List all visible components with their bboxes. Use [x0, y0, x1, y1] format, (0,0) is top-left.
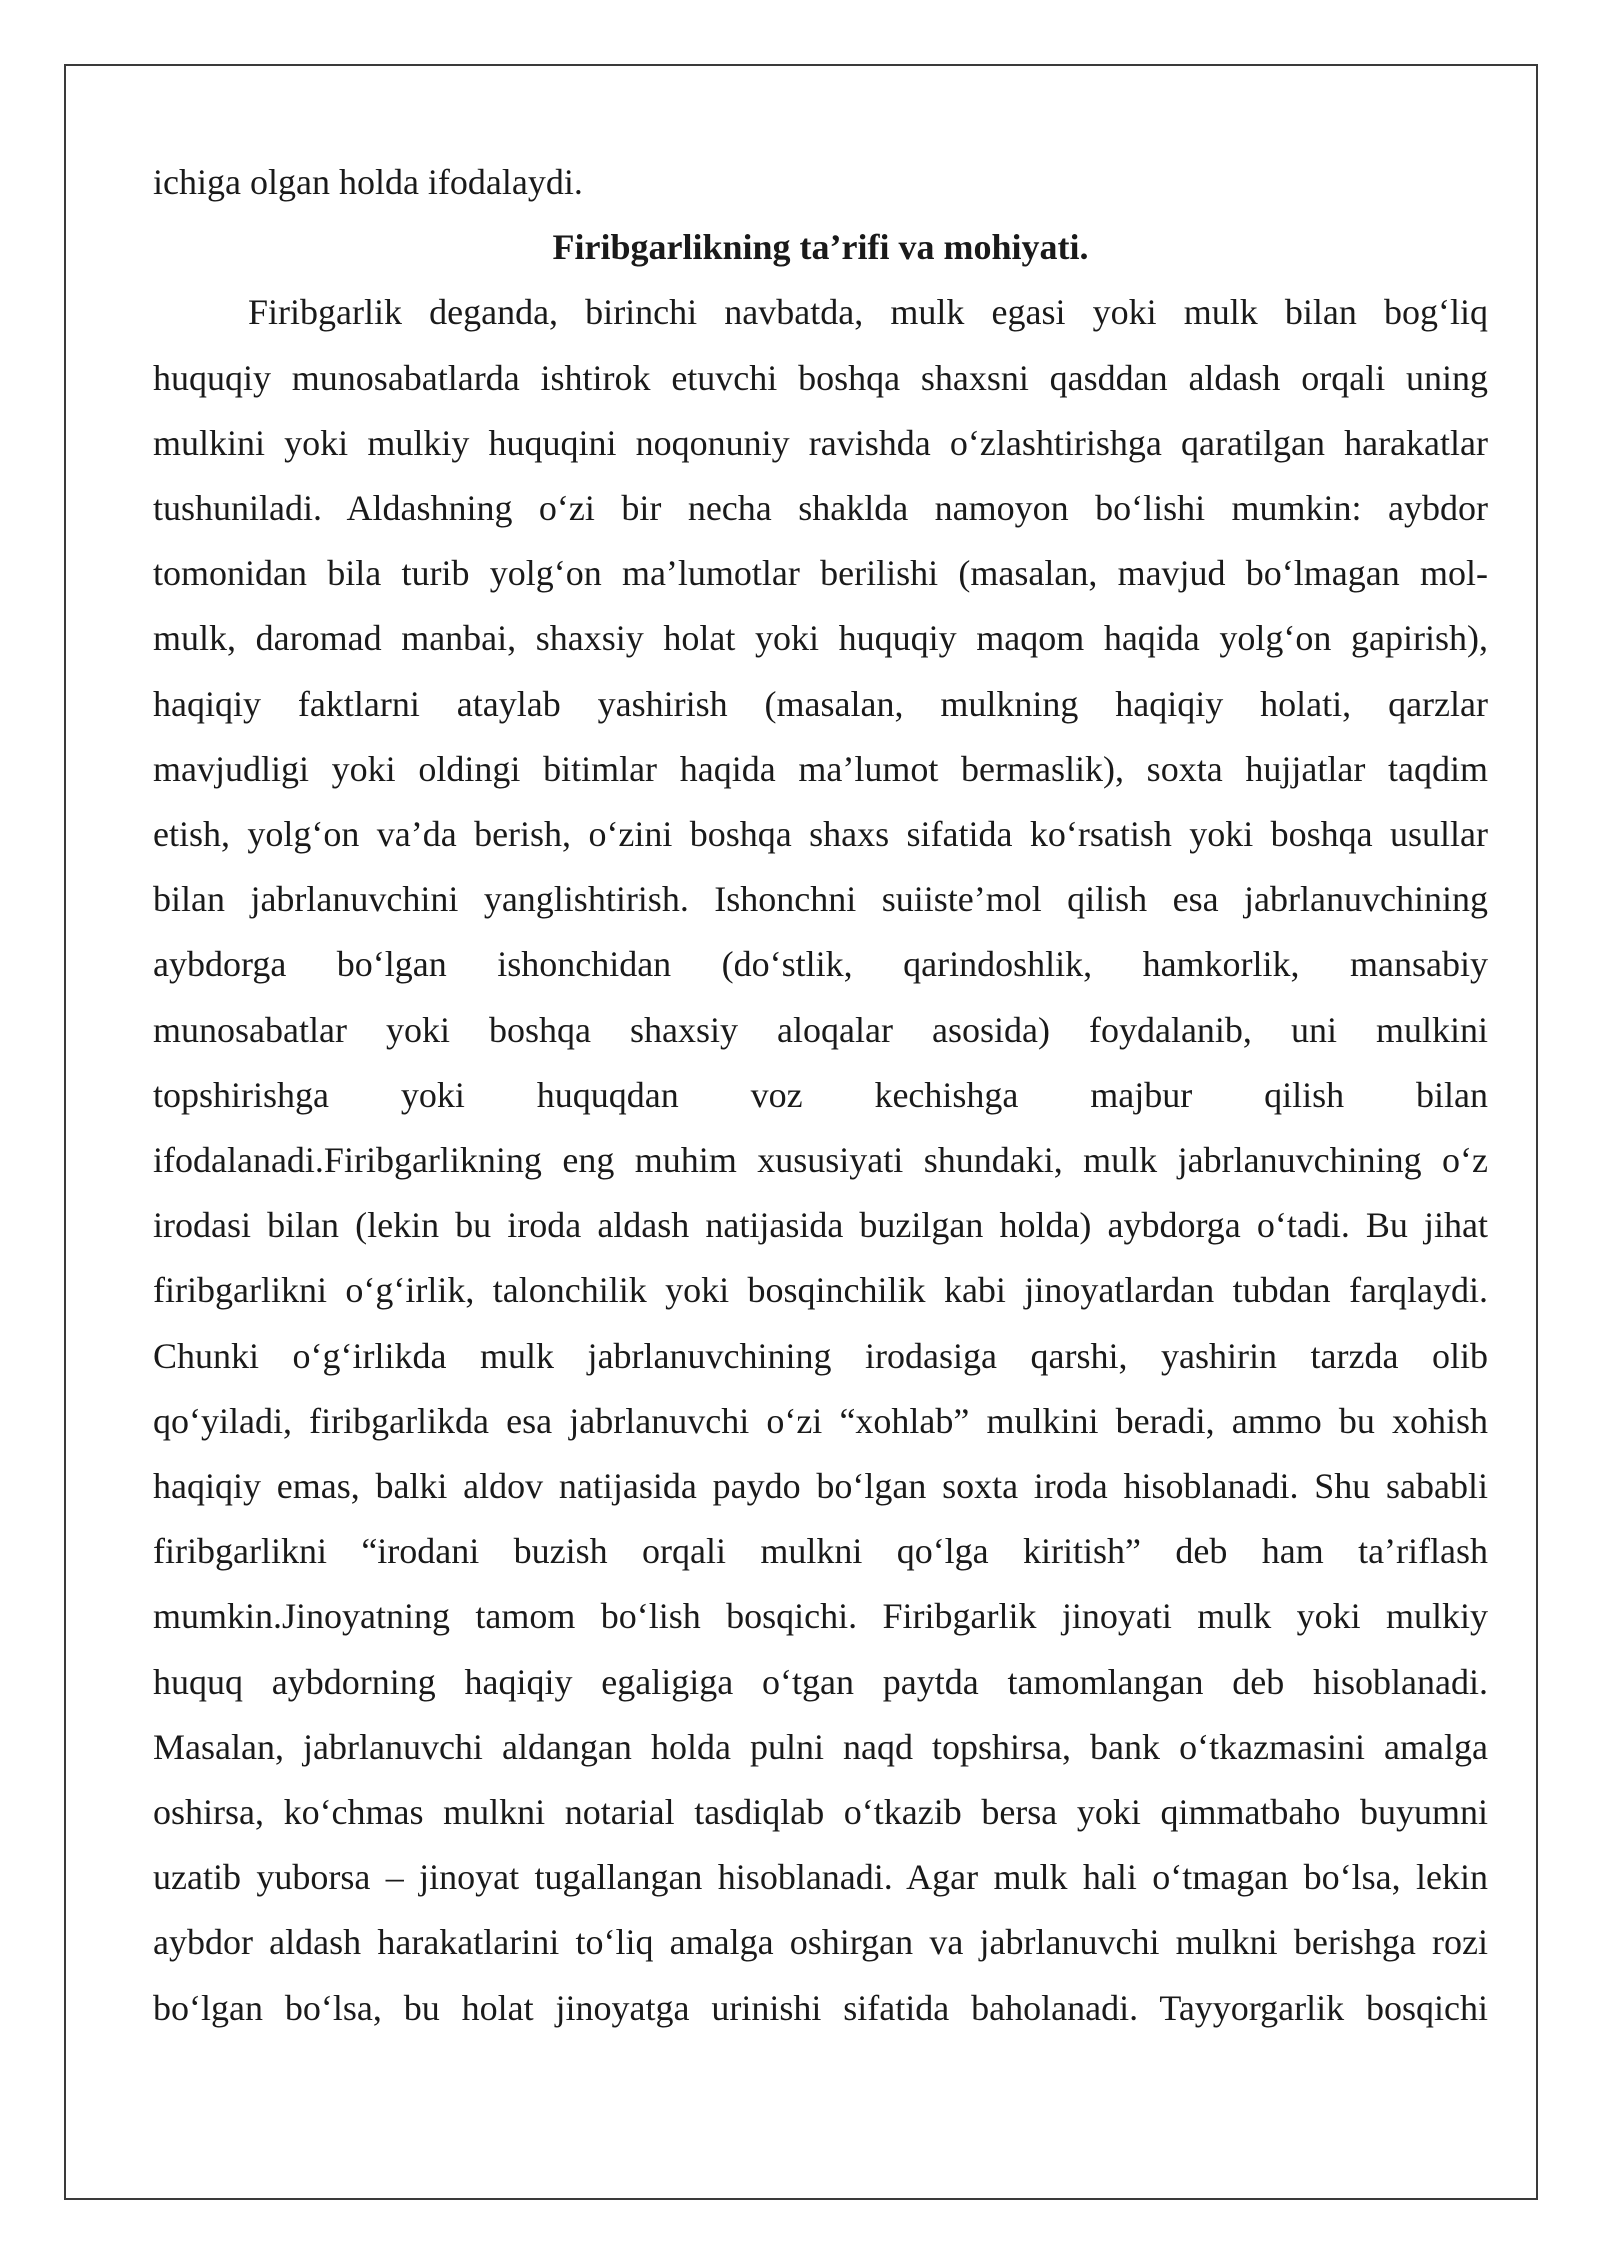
- paragraph-line: firibgarlikni “irodani buzish orqali mulkni qo‘lga kiritish” deb ham ta’riflash: [153, 1531, 1488, 1572]
- paragraph-line: Masalan, jabrlanuvchi aldangan holda pulni naqd topshirsa, bank o‘tkazmasini amalga: [153, 1726, 1488, 1767]
- paragraph-line: haqiqiy emas, balki aldov natijasida paydo bo‘lgan soxta iroda hisoblanadi. Shu sababli: [153, 1466, 1488, 1507]
- paragraph-line: bo‘lgan bo‘lsa, bu holat jinoyatga urinishi sifatida baholanadi. Tayyorgarlik bosqichi: [153, 1987, 1488, 2028]
- paragraph-line: ifodalanadi.Firibgarlikning eng muhim xususiyati shundaki, mulk jabrlanuvchining o‘z: [153, 1140, 1488, 1181]
- section-heading: Firibgarlikning ta’rifi va mohiyati.: [552, 227, 1089, 268]
- paragraph-line: firibgarlikni o‘g‘irlik, talonchilik yoki bosqinchilik kabi jinoyatlardan tubdan farqlaydi.: [153, 1270, 1488, 1311]
- text-line-continued: ichiga olgan holda ifodalaydi.: [153, 162, 583, 202]
- paragraph-line: aybdor aldash harakatlarini to‘liq amalga oshirgan va jabrlanuvchi mulkni berishga rozi: [153, 1922, 1488, 1963]
- paragraph-line: etish, yolg‘on va’da berish, o‘zini boshqa shaxs sifatida ko‘rsatish yoki boshqa usullar: [153, 814, 1488, 855]
- paragraph-line: tushuniladi. Aldashning o‘zi bir necha shaklda namoyon bo‘lishi mumkin: aybdor: [153, 488, 1488, 529]
- paragraph-line: tomonidan bila turib yolg‘on ma’lumotlar berilishi (masalan, mavjud bo‘lmagan mol-: [153, 553, 1488, 594]
- paragraph-line: qo‘yiladi, firibgarlikda esa jabrlanuvchi o‘zi “xohlab” mulkini beradi, ammo bu xohish: [153, 1400, 1488, 1441]
- paragraph-line: munosabatlar yoki boshqa shaxsiy aloqalar asosida) foydalanib, uni mulkini: [153, 1009, 1488, 1050]
- paragraph-line: bilan jabrlanuvchini yanglishtirish. Ishonchni suiiste’mol qilish esa jabrlanuvchining: [153, 879, 1488, 920]
- paragraph-line: haqiqiy faktlarni ataylab yashirish (masalan, mulkning haqiqiy holati, qarzlar: [153, 683, 1488, 724]
- paragraph-line: aybdorga bo‘lgan ishonchidan (do‘stlik, qarindoshlik, hamkorlik, mansabiy: [153, 944, 1488, 985]
- paragraph-line: mulk, daromad manbai, shaxsiy holat yoki huquqiy maqom haqida yolg‘on gapirish),: [153, 618, 1488, 659]
- paragraph-line: Firibgarlik deganda, birinchi navbatda, mulk egasi yoki mulk bilan bog‘liq: [248, 292, 1488, 333]
- paragraph-line: mumkin.Jinoyatning tamom bo‘lish bosqichi. Firibgarlik jinoyati mulk yoki mulkiy: [153, 1596, 1488, 1637]
- paragraph-line: huquqiy munosabatlarda ishtirok etuvchi boshqa shaxsni qasddan aldash orqali uning: [153, 357, 1488, 398]
- paragraph-line: Chunki o‘g‘irlikda mulk jabrlanuvchining irodasiga qarshi, yashirin tarzda olib: [153, 1335, 1488, 1376]
- paragraph-line: irodasi bilan (lekin bu iroda aldash natijasida buzilgan holda) aybdorga o‘tadi. Bu jihat: [153, 1205, 1488, 1246]
- paragraph-line: uzatib yuborsa – jinoyat tugallangan hisoblanadi. Agar mulk hali o‘tmagan bo‘lsa, lekin: [153, 1857, 1488, 1898]
- paragraph-line: mulkini yoki mulkiy huquqini noqonuniy ravishda o‘zlashtirishga qaratilgan harakatlar: [153, 422, 1488, 463]
- paragraph-line: oshirsa, ko‘chmas mulkni notarial tasdiqlab o‘tkazib bersa yoki qimmatbaho buyumni: [153, 1792, 1488, 1833]
- paragraph-line: topshirishga yoki huquqdan voz kechishga majbur qilish bilan: [153, 1074, 1488, 1115]
- paragraph-line: huquq aybdorning haqiqiy egaligiga o‘tgan paytda tamomlangan deb hisoblanadi.: [153, 1661, 1488, 1702]
- document-body: [153, 150, 1488, 2041]
- paragraph-line: mavjudligi yoki oldingi bitimlar haqida ma’lumot bermaslik), soxta hujjatlar taqdim: [153, 748, 1488, 789]
